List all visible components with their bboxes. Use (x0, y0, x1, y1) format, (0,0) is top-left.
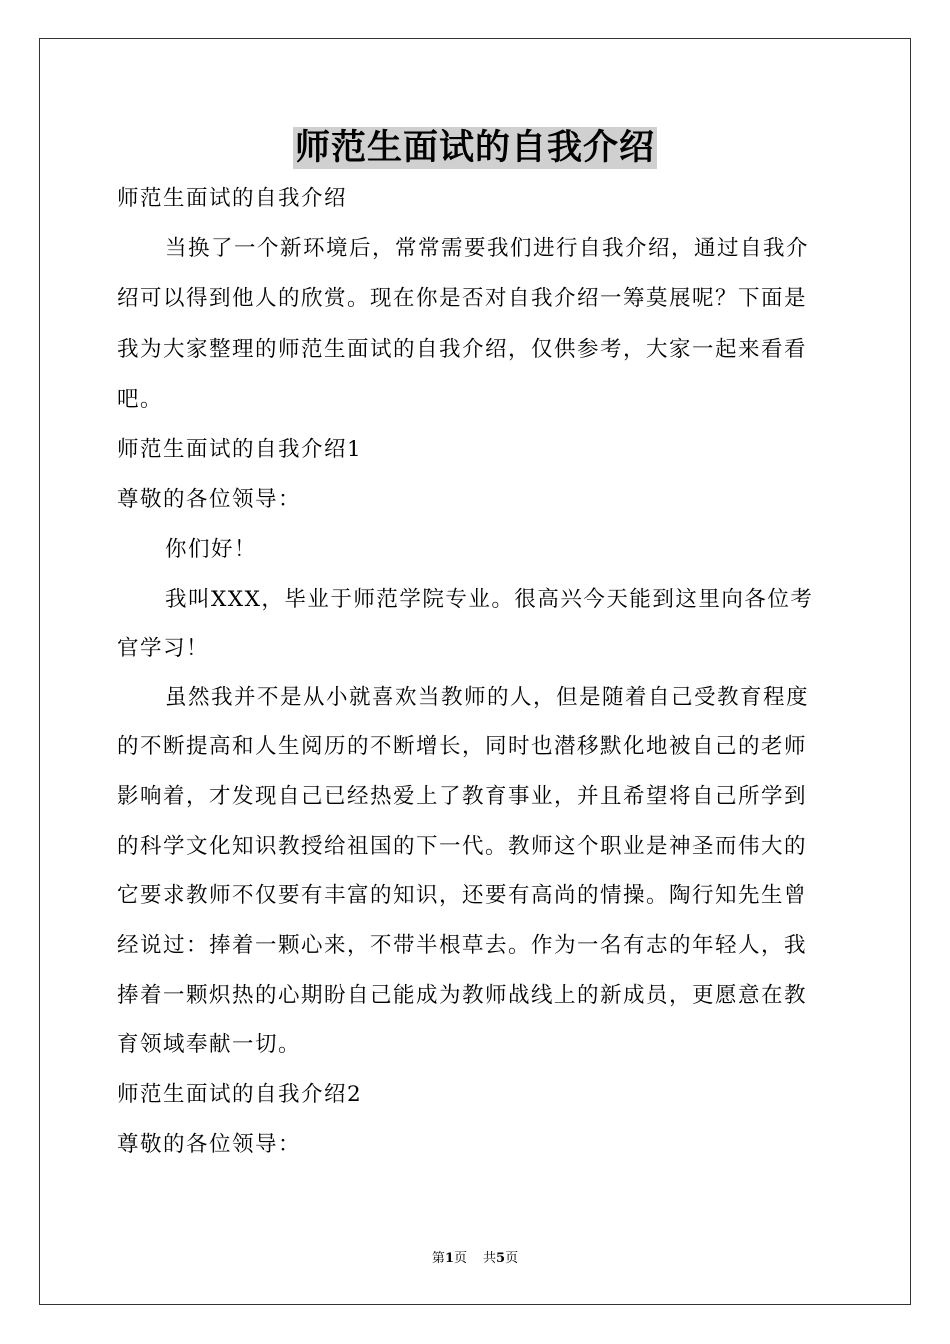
paragraph-line: 我为大家整理的师范生面试的自我介绍，仅供参考，大家一起来看看 (117, 337, 808, 362)
paragraph-line: 当换了一个新环境后，常常需要我们进行自我介绍，通过自我介 (165, 236, 810, 261)
subtitle-line: 师范生面试的自我介绍 (117, 186, 348, 211)
section-heading-2: 师范生面试的自我介绍2 (117, 1082, 363, 1107)
paragraph-line: 捧着一颗炽热的心期盼自己能成为教师战线上的新成员，更愿意在教 (117, 983, 808, 1008)
paragraph-line: 官学习！ (117, 636, 210, 661)
page-footer (0, 1247, 950, 1266)
total-suffix: 页 (505, 1251, 519, 1266)
paragraph-line: 虽然我并不是从小就喜欢当教师的人，但是随着自己受教育程度 (165, 685, 810, 710)
greeting-line: 你们好！ (165, 537, 258, 562)
section-heading-1: 师范生面试的自我介绍1 (117, 437, 363, 462)
paragraph-line: 的科学文化知识教授给祖国的下一代。教师这个职业是神圣而伟大的 (117, 834, 808, 859)
paragraph-line: 的不断提高和人生阅历的不断增长，同时也潜移默化地被自己的老师 (117, 734, 808, 759)
paragraph-line: 我叫XXX，毕业于师范学院专业。很高兴今天能到这里向各位考 (165, 587, 814, 612)
paragraph-line: 影响着，才发现自己已经热爱上了教育事业，并且希望将自己所学到 (117, 784, 808, 809)
page-number: 1 (444, 1251, 454, 1266)
total-prefix: 共 (483, 1251, 497, 1266)
salutation-line: 尊敬的各位领导： (117, 487, 302, 512)
paragraph-line: 经说过：捧着一颗心来，不带半根草去。作为一名有志的年轻人，我 (117, 933, 808, 958)
page-prefix: 第 (431, 1251, 445, 1266)
paragraph-line: 育领域奉献一切。 (117, 1032, 302, 1057)
page-suffix: 页 (453, 1251, 467, 1266)
title-container (0, 127, 950, 169)
paragraph-line: 绍可以得到他人的欣赏。现在你是否对自我介绍一筹莫展呢？下面是 (117, 286, 808, 311)
total-pages: 5 (496, 1251, 506, 1266)
paragraph-line: 它要求教师不仅要有丰富的知识，还要有高尚的情操。陶行知先生曾 (117, 883, 808, 908)
document-title: 师范生面试的自我介绍 (294, 128, 655, 168)
paragraph-line: 吧。 (117, 387, 164, 412)
page-border (39, 38, 911, 1305)
salutation-line: 尊敬的各位领导： (117, 1132, 302, 1157)
